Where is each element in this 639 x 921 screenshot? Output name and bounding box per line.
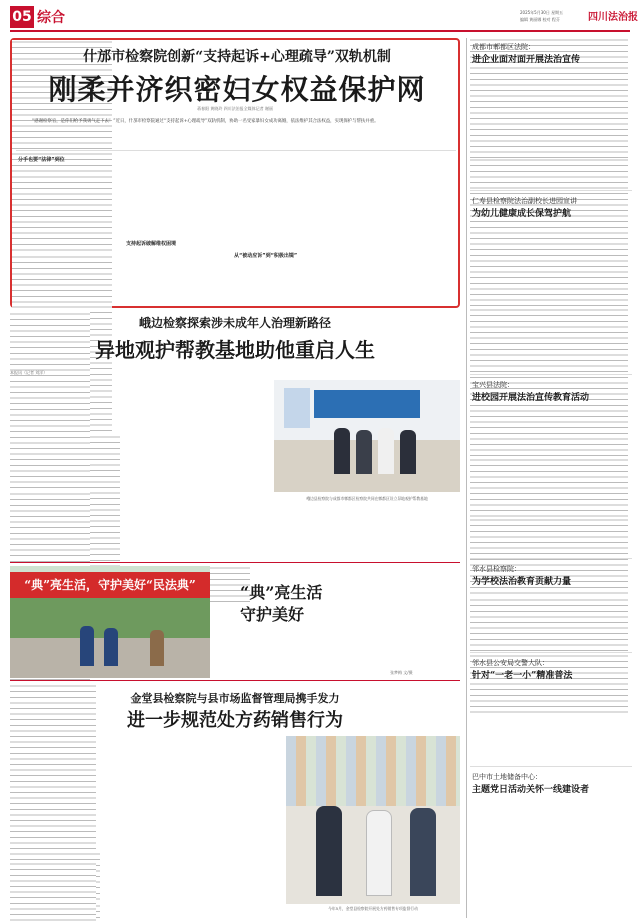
story4-shelf [286,736,460,806]
lead-subhead-3: 从“被动应诉”到“积极出镜” [234,253,298,259]
photo-person-1 [334,428,350,474]
divider-1 [10,562,460,563]
story4-photo [286,736,460,904]
right-rule-2 [470,374,632,375]
right-s3-kicker: 宝兴县法院： [472,381,514,389]
lead-title: 刚柔并济织密妇女权益保护网 [48,73,426,106]
story2-title: 异地观护帮教基地助他重启人生 [95,338,375,362]
right-s2-kicker: 仁寿县检察院法治副校长进园宣讲 [472,197,577,205]
header-rule [10,30,630,32]
right-s2-title: 为幼儿健康成长保驾护航 [472,209,572,219]
story4-caption: 今年5月，金堂县检察院开展处方药销售专项监督行动 [328,906,418,911]
lead-subhead-2: 支持起诉破解维权困境 [126,241,177,247]
story4-col-2 [10,862,96,921]
photo-banner-left [284,388,310,428]
story2-kicker: 峨边检察探索涉未成年人治理新路径 [138,316,331,330]
right-s5-title: 针对“一老一小”精准普法 [472,671,573,681]
right-s4-kicker: 邻水县检察院： [472,565,521,573]
right-s6-kicker: 巴中市土地储备中心： [472,773,542,781]
story4-title: 进一步规范处方药销售行为 [127,710,343,731]
story3-person-3 [150,630,164,666]
edition-line: 编辑 黄丽娜 校对 程芬 [520,17,560,22]
right-s4-text [470,458,628,518]
story3-photo [10,566,210,678]
lead-story-box [10,38,460,308]
lead-rule [16,150,456,151]
right-rule-1 [470,190,632,191]
right-s6-text [470,598,628,716]
story3-byline: 张梦梅 文/摄 [390,670,413,675]
story3-title: “典”亮生活 守护美好 [240,583,323,624]
photo-person-2 [356,430,372,474]
lead-kicker: 什邡市检察院创新“支持起诉+心理疏导”双轨机制 [83,49,391,65]
column-divider [466,38,467,918]
right-s4-title: 为学校法治教育贡献力量 [472,577,572,587]
right-rule-5 [470,766,632,767]
right-s3-title: 进校园开展法治宣传教育活动 [472,393,590,403]
story4-person-2 [366,810,392,896]
lead-subhead-1: 分手也要“法律”到位 [18,157,65,163]
right-rule-4 [470,652,632,653]
story4-kicker: 金堂县检察院与县市场监督管理局携手发力 [130,692,340,705]
date-line: 2025年5月30日 星期五 [520,10,564,15]
story2 [10,312,460,562]
story2-caption: 峨边县检察院与成都市郫都区检察院共同在郫都区设立异地观护帮教基地 [306,496,428,501]
photo-person-4 [400,430,416,474]
right-s2-text [470,158,628,308]
lead-col-2 [12,175,112,255]
right-s6-title: 主题党日活动关怀一线建设者 [472,785,590,795]
right-rule-3 [470,558,632,559]
story3-person-1 [80,626,94,666]
story4-person-1 [316,806,342,896]
story3-person-2 [104,628,118,666]
lead-intro: “感谢检察官，是你们给予我勇气走下去！”近日，什邡市检察院通过“支持起诉+心理疏导”双轨机制，协助一名受家暴妇女成功离婚，依法维护其合法权益，实现保护与帮扶并重。 [32,119,379,124]
right-s5-kicker: 邻水县公安局交警大队： [472,659,549,667]
divider-2 [10,680,460,681]
page-number: 05 [10,6,34,28]
right-s1-title: 进企业面对面开展法治宣传 [472,55,581,65]
lead-byline: 蒋春阳 黄晓玲 四川法治报全媒体记者 谢丽 [197,106,273,111]
story3 [10,566,460,678]
story2-byline: 本报讯（记者 刘洋） [10,370,48,375]
page-header [0,0,639,38]
right-s1-kicker: 成都市郫都区法院： [472,43,535,51]
story4-person-3 [410,808,436,896]
right-column [470,38,632,918]
story2-photo [274,380,460,492]
lead-col-2b [12,255,112,305]
masthead: 四川法治报 [588,12,638,23]
section-name: 综合 [37,10,65,26]
story3-banner: “典”亮生活，守护美好“民法典” [24,578,196,592]
photo-person-3 [378,428,394,474]
story4 [10,684,460,916]
photo-banner [314,390,420,418]
